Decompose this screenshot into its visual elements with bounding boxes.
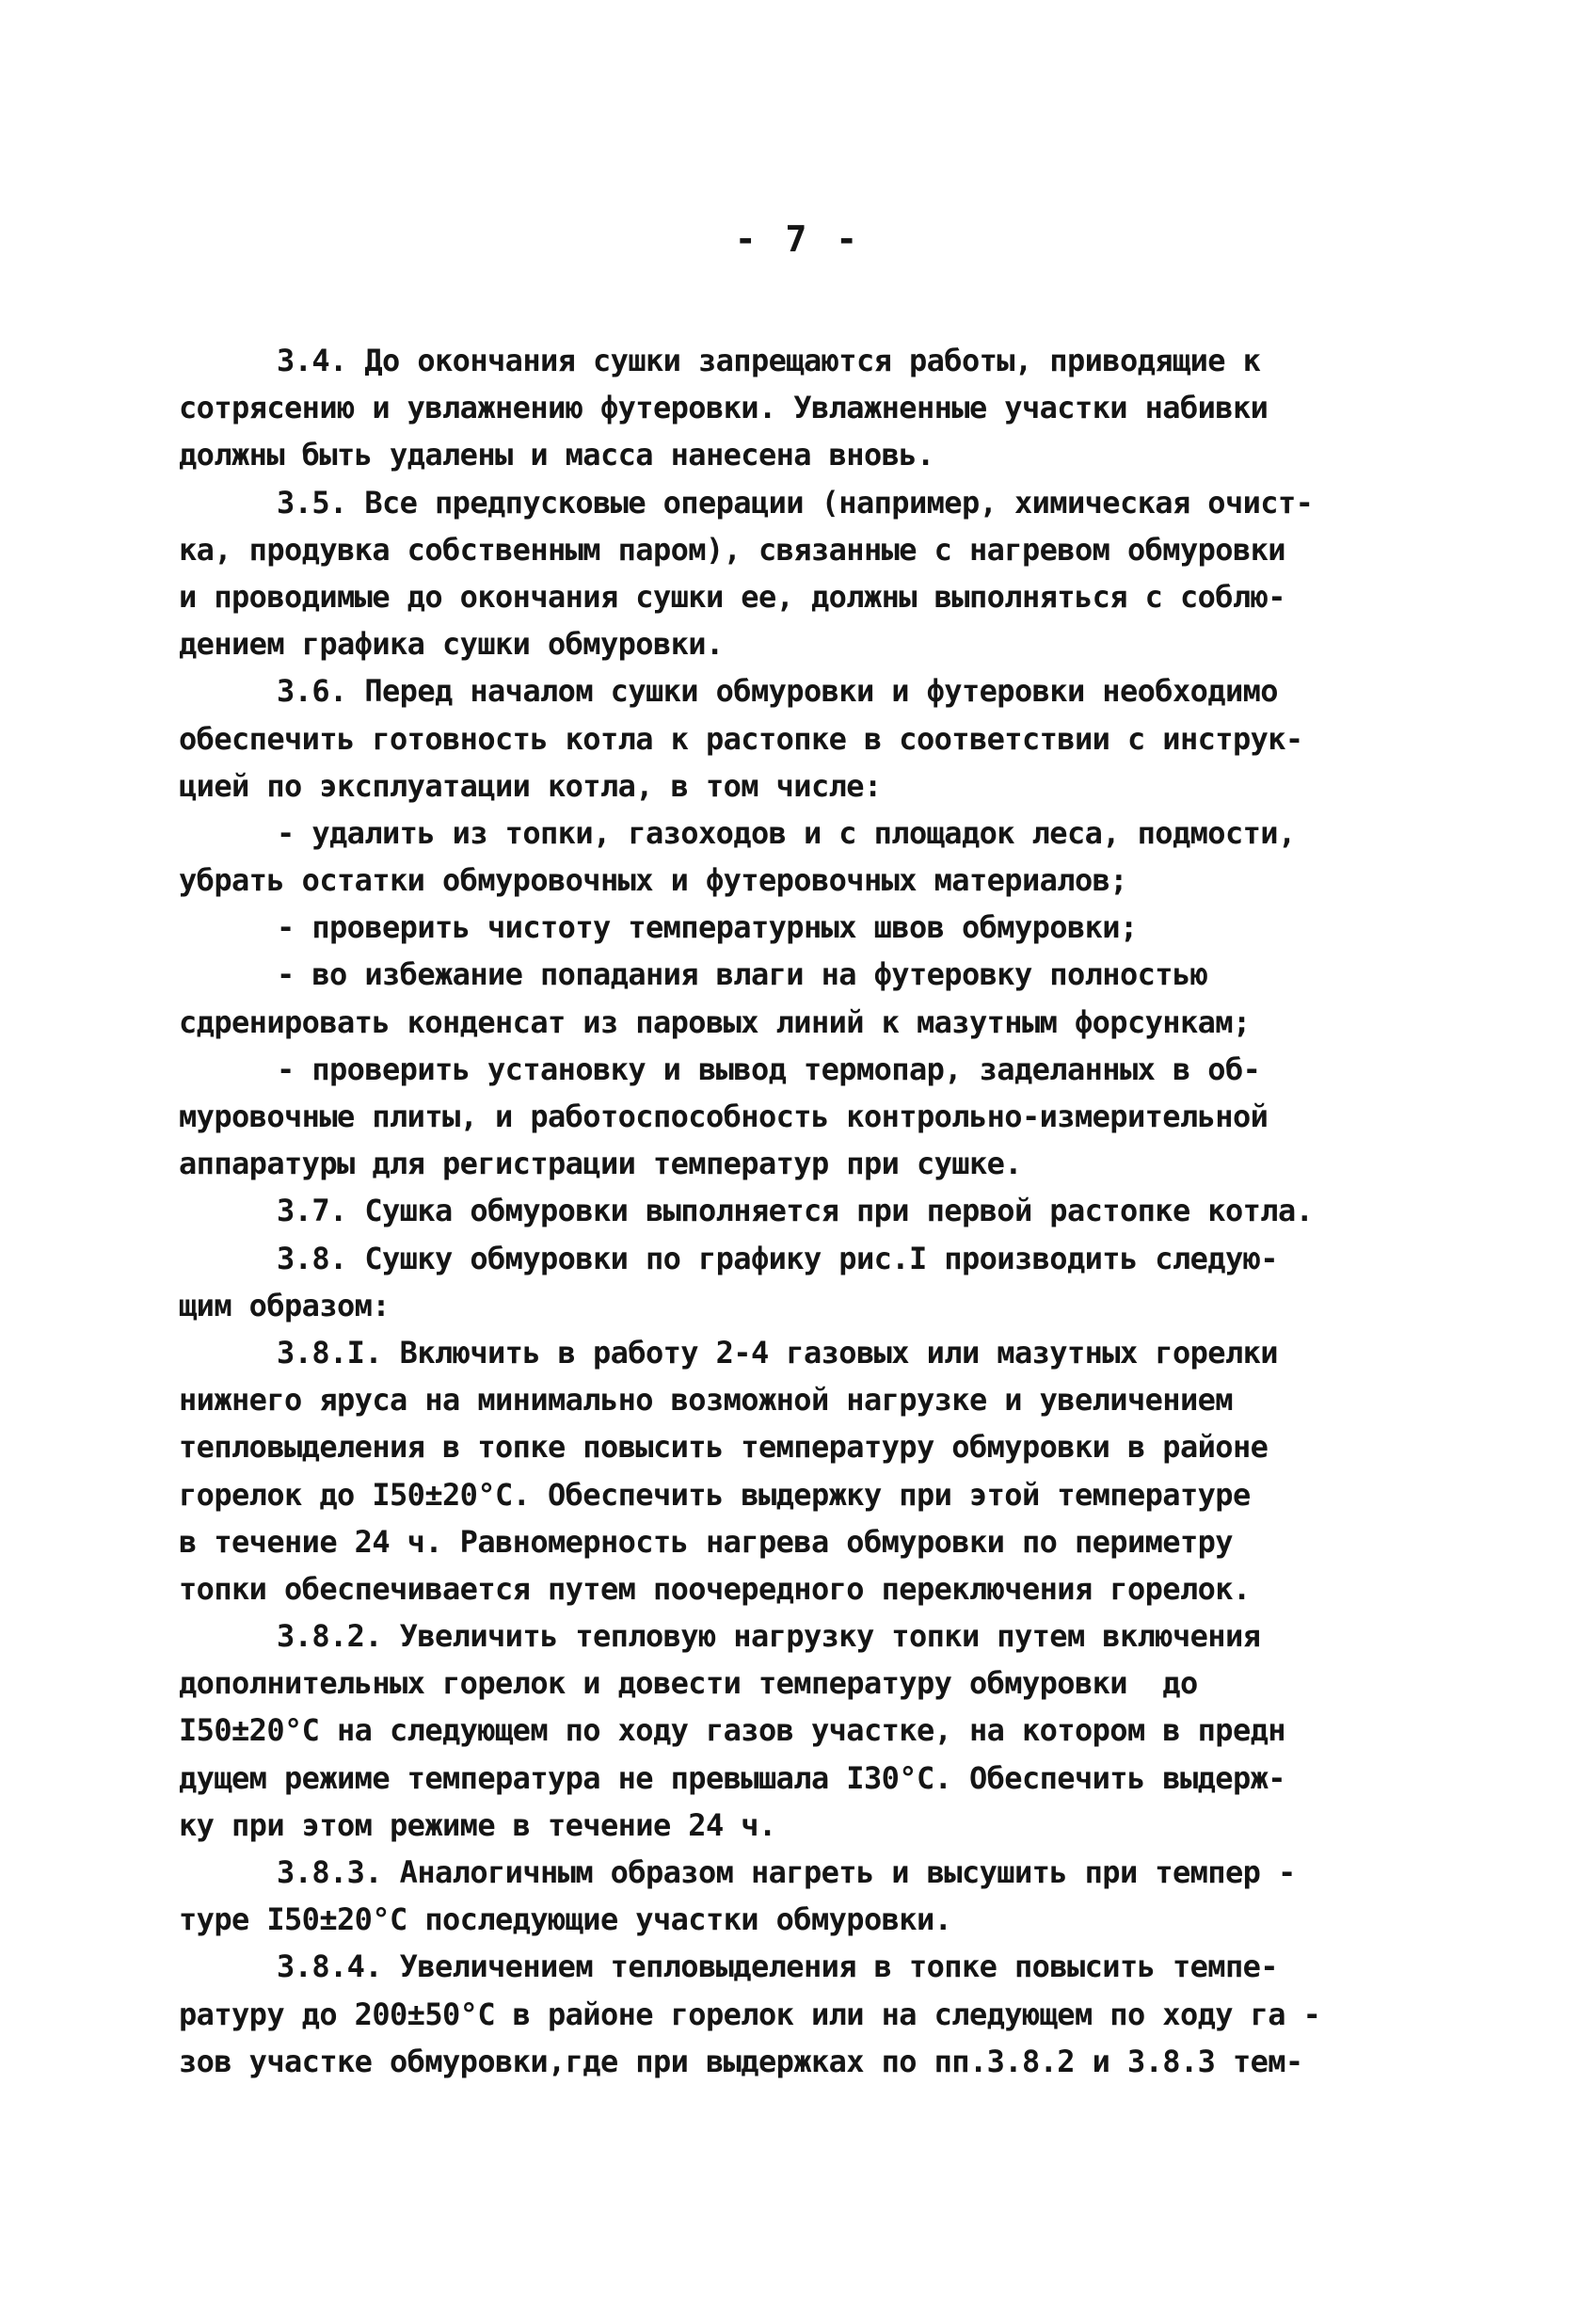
text-line: дущем режиме температура не превышала I30°C. Обеспечить выдерж- <box>179 1759 1285 1796</box>
text-line: нижнего яруса на минимально возможной нагрузке и увеличением <box>179 1382 1233 1419</box>
text-line: ку при этом режиме в течение 24 ч. <box>179 1806 776 1843</box>
text-line: - проверить чистоту температурных швов обмуровки; <box>277 909 1138 946</box>
text-line: - во избежание попадания влаги на футеровку полностью <box>277 956 1208 993</box>
text-line: - удалить из топки, газоходов и с площадок леса, подмости, <box>277 814 1296 851</box>
text-line: зов участке обмуровки,где при выдержках по пп.3.8.2 и 3.8.3 тем- <box>179 2043 1303 2079</box>
text-line: горелок до I50±20°C. Обеспечить выдержку при этой температуре <box>179 1476 1251 1513</box>
text-line: аппаратуры для регистрации температур при сушке. <box>179 1146 1022 1182</box>
text-line: убрать остатки обмуровочных и футеровочных материалов; <box>179 862 1127 899</box>
text-line: 3.5. Все предпусковые операции (например, химическая очист- <box>277 484 1314 521</box>
text-line: 3.8. Сушку обмуровки по графику рис.I производить следую- <box>277 1240 1278 1276</box>
text-line: 3.8.3. Аналогичным образом нагреть и высушить при темпер - <box>277 1854 1296 1890</box>
text-line: 3.4. До окончания сушки запрещаются работы, приводящие к <box>277 343 1261 378</box>
text-line: обеспечить готовность котла к растопке в соответствии с инструк- <box>179 720 1303 757</box>
text-line: в течение 24 ч. Равномерность нагрева обмуровки по периметру <box>179 1523 1233 1560</box>
text-line: 3.6. Перед началом сушки обмуровки и футеровки необходимо <box>277 673 1278 710</box>
text-line: щим образом: <box>179 1287 390 1323</box>
text-line: ратуру до 200±50°C в районе горелок или на следующем по ходу га - <box>179 1996 1321 2032</box>
text-line: 3.8.I. Включить в работу 2-4 газовых или мазутных горелки <box>277 1334 1278 1371</box>
text-line: должны быть удалены и масса нанесена вновь. <box>179 437 934 473</box>
text-line: сотрясению и увлажнению футеровки. Увлажненные участки набивки <box>179 390 1269 426</box>
document-body <box>179 337 1440 2085</box>
text-line: ка, продувка собственным паром), связанные с нагревом обмуровки <box>179 531 1285 568</box>
text-line: I50±20°C на следующем по ходу газов участке, на котором в предн <box>179 1712 1285 1749</box>
text-line: дополнительных горелок и довести температуру обмуровки до <box>179 1665 1198 1702</box>
text-line: топки обеспечивается путем поочередного переключения горелок. <box>179 1570 1251 1607</box>
text-line: 3.8.2. Увеличить тепловую нагрузку топки путем включения <box>277 1618 1261 1655</box>
text-line: тепловыделения в топке повысить температуру обмуровки в районе <box>179 1429 1269 1466</box>
page-number: - 7 - <box>734 218 862 260</box>
text-line: сдренировать конденсат из паровых линий к мазутным форсункам; <box>179 1003 1251 1040</box>
text-line: дением графика сушки обмуровки. <box>179 626 724 663</box>
text-line: - проверить установку и вывод термопар, заделанных в об- <box>277 1050 1261 1087</box>
text-line: цией по эксплуатации котла, в том числе: <box>179 767 882 804</box>
text-line: и проводимые до окончания сушки ее, должны выполняться с соблю- <box>179 578 1285 615</box>
text-line: 3.8.4. Увеличением тепловыделения в топке повысить темпе- <box>277 1948 1278 1985</box>
text-line: муровочные плиты, и работоспособность контрольно-измерительной <box>179 1098 1269 1134</box>
text-line: туре I50±20°C последующие участки обмуровки. <box>179 1901 952 1938</box>
text-line: 3.7. Сушка обмуровки выполняется при первой растопке котла. <box>277 1193 1314 1229</box>
